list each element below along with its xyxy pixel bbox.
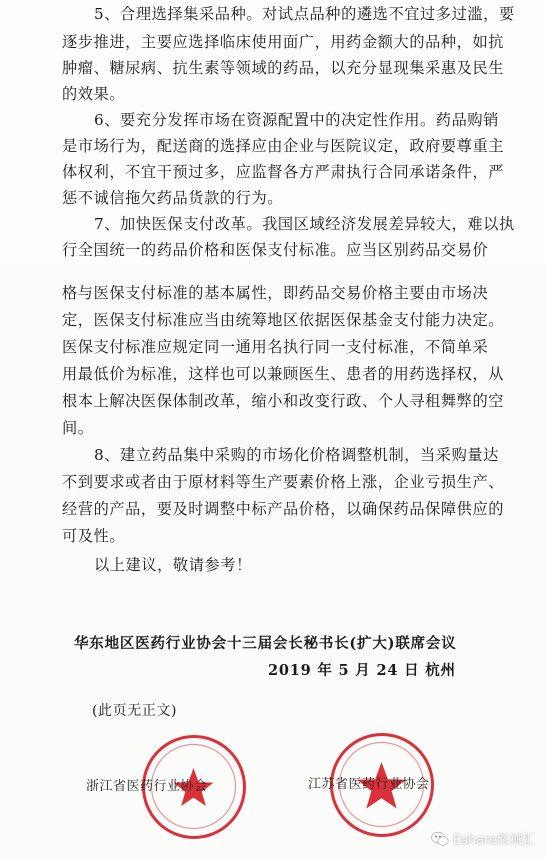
page-section-3: [0, 705, 546, 862]
p7-line-6: 用最低价为标准，这样也可以兼顾医生、患者的用药选择权，从: [62, 365, 505, 383]
wechat-icon: [431, 831, 449, 847]
watermark-label: Eshare医械汇: [452, 833, 536, 848]
signatory-right: 江苏省医药行业协会: [308, 777, 430, 792]
no-text-note: (此页无正文): [92, 703, 178, 719]
p6-line-4: 惩不诚信拖欠药品货款的行为。: [62, 189, 284, 207]
p6-line-3: 体权利，不宜干预过多，应监督各方严肃执行合同承诺条件，严: [62, 163, 505, 181]
page-section-1: [0, 0, 546, 267]
p8-line-2: 不到要求或者由于原材料等生产要素价格上涨，企业亏损生产、: [62, 473, 505, 491]
meeting-name: 华东地区医药行业协会十三届会长秘书长(扩大)联席会议: [74, 635, 457, 652]
p8-line-4: 可及性。: [62, 527, 126, 545]
p7-line-3: 格与医保支付标准的基本属性，即药品交易价格主要由市场决: [62, 284, 489, 302]
signatory-left: 浙江省医药行业协会: [86, 779, 208, 794]
p5-line-2: 逐步推进，主要应选择临床使用面广，用药金额大的品种，如抗: [62, 33, 505, 51]
p7-line-5: 医保支付标准应规定同一通用名执行同一支付标准，不简单采: [62, 338, 489, 356]
p7-line-7: 根本上解决医保体制改革，缩小和改变行政、个人寻租舞弊的空: [62, 392, 505, 410]
date-place: 2019 年 5 月 24 日 杭州: [268, 662, 456, 679]
p6-line-2: 是市场行为，配送商的选择应由企业与医院议定，政府要尊重主: [62, 137, 505, 155]
p7-line-4: 定，医保支付标准应当由统筹地区依据医保基金支付能力决定。: [62, 311, 505, 329]
p7-line-1: 7、加快医保支付改革。我国区域经济发展差异较大，难以执: [94, 215, 515, 233]
eshare-watermark: [431, 829, 536, 848]
p5-line-1: 5、合理选择集采品种。对试点品种的遴选不宜过多过滥，要: [94, 5, 515, 23]
p8-line-1: 8、建立药品集中采购的市场化价格调整机制，当采购量达: [94, 446, 499, 464]
p5-line-3: 肿瘤、糖尿病、抗生素等领域的药品，以充分显现集采惠及民生: [62, 59, 505, 77]
p6-line-1: 6、要充分发挥市场在资源配置中的决定性作用。药品购销: [94, 111, 499, 129]
p7-line-2: 行全国统一的药品价格和医保支付标准。应当区别药品交易价: [62, 241, 489, 259]
p5-line-4: 的效果。: [62, 85, 126, 103]
p8-line-3: 经营的产品，要及时调整中标产品价格，以确保药品保障供应的: [62, 500, 505, 518]
closing-line: 以上建议，敬请参考！: [94, 556, 252, 574]
p7-line-8: 间。: [62, 419, 94, 437]
page-section-2: [0, 267, 546, 705]
